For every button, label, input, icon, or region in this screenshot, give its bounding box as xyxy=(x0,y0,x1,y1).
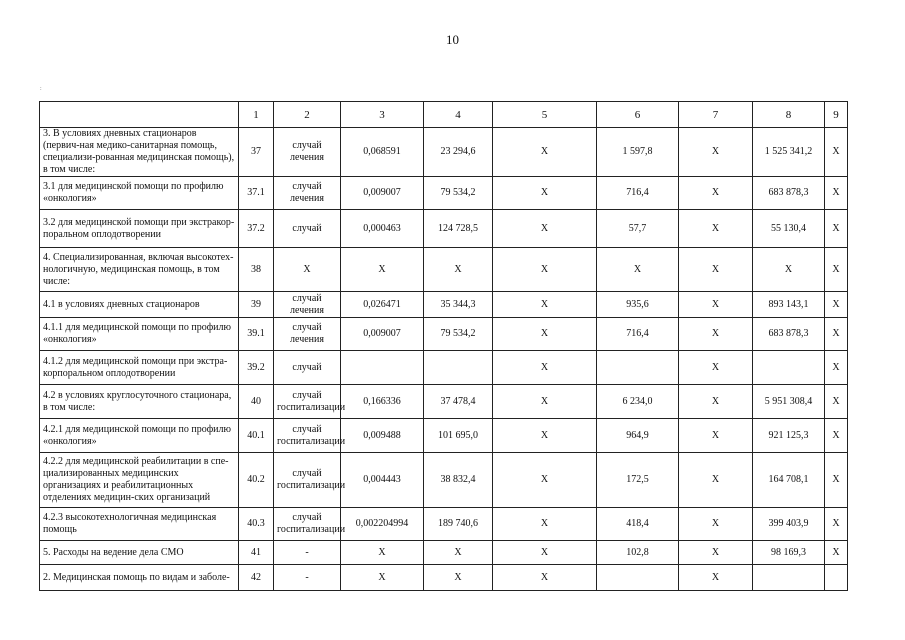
table-cell: 39 xyxy=(239,292,274,318)
row-label: 3. В условиях дневных стационаров (первич-ная медико-санитарная помощь, специализи-рованная медицинская помощь), в том числе: xyxy=(40,128,239,177)
table-row xyxy=(40,565,848,591)
table-cell: 102,8 xyxy=(597,541,679,565)
table-cell: 40 xyxy=(239,385,274,419)
table-cell: 0,004443 xyxy=(341,453,424,508)
table-cell: 0,009488 xyxy=(341,419,424,453)
table-cell: 57,7 xyxy=(597,210,679,248)
table-cell: - xyxy=(274,565,341,591)
table-row xyxy=(40,419,848,453)
table-cell xyxy=(753,351,825,385)
table-cell: X xyxy=(493,248,597,292)
table-cell: 79 534,2 xyxy=(424,177,493,210)
table-cell: X xyxy=(825,292,848,318)
table-cell: 40.3 xyxy=(239,508,274,541)
row-label: 4.1.2 для медицинской помощи при экстра-корпоральном оплодотворении xyxy=(40,351,239,385)
table-cell: случай лечения xyxy=(274,292,341,318)
table-cell: X xyxy=(825,128,848,177)
table-cell: случай лечения xyxy=(274,318,341,351)
table-row xyxy=(40,177,848,210)
table-cell: 0,009007 xyxy=(341,318,424,351)
table-cell: 964,9 xyxy=(597,419,679,453)
table-cell xyxy=(341,351,424,385)
table-cell: 23 294,6 xyxy=(424,128,493,177)
table-cell: X xyxy=(597,248,679,292)
table-cell: 0,000463 xyxy=(341,210,424,248)
row-label: 4.2.2 для медицинской реабилитации в спе-циализированных медицинских организациях и реабилитационных отделениях медицин-ских организаций xyxy=(40,453,239,508)
table-cell xyxy=(597,351,679,385)
table-cell: X xyxy=(424,541,493,565)
table-cell: X xyxy=(493,210,597,248)
table-cell: - xyxy=(274,541,341,565)
table-cell: случай госпитализации xyxy=(274,385,341,419)
table-cell: X xyxy=(493,177,597,210)
table-cell: 37 478,4 xyxy=(424,385,493,419)
table-cell: случай xyxy=(274,351,341,385)
table-cell: 0,068591 xyxy=(341,128,424,177)
table-cell xyxy=(825,565,848,591)
table-cell: X xyxy=(679,565,753,591)
table-cell xyxy=(424,351,493,385)
table-cell: 39.2 xyxy=(239,351,274,385)
table-cell: X xyxy=(679,385,753,419)
header-cell-5: 5 xyxy=(493,102,597,128)
row-label: 4.1.1 для медицинской помощи по профилю «онкология» xyxy=(40,318,239,351)
row-label: 4. Специализированная, включая высокотех-нологичную, медицинская помощь, в том числе: xyxy=(40,248,239,292)
header-cell-9: 9 xyxy=(825,102,848,128)
table-cell: 716,4 xyxy=(597,177,679,210)
header-cell-8: 8 xyxy=(753,102,825,128)
row-label: 4.2.3 высокотехнологичная медицинская помощь xyxy=(40,508,239,541)
table-cell: X xyxy=(424,248,493,292)
table-cell: 124 728,5 xyxy=(424,210,493,248)
table-cell: X xyxy=(679,177,753,210)
table-cell: X xyxy=(825,318,848,351)
table-cell: X xyxy=(493,318,597,351)
table-cell: X xyxy=(679,248,753,292)
table-cell: 35 344,3 xyxy=(424,292,493,318)
table-cell: 37 xyxy=(239,128,274,177)
table-row xyxy=(40,318,848,351)
table-cell: 172,5 xyxy=(597,453,679,508)
table-cell xyxy=(597,565,679,591)
table-cell: X xyxy=(679,453,753,508)
table-cell: 38 832,4 xyxy=(424,453,493,508)
table-row xyxy=(40,351,848,385)
table-cell: 683 878,3 xyxy=(753,177,825,210)
page-number: 10 xyxy=(446,32,459,47)
table-cell: X xyxy=(679,541,753,565)
table-cell: 41 xyxy=(239,541,274,565)
table-cell: 98 169,3 xyxy=(753,541,825,565)
table-cell: X xyxy=(679,351,753,385)
table-cell: 5 951 308,4 xyxy=(753,385,825,419)
header-cell-3: 3 xyxy=(341,102,424,128)
row-label: 2. Медицинская помощь по видам и заболе- xyxy=(40,565,239,591)
table-cell: X xyxy=(493,565,597,591)
table-cell: X xyxy=(341,248,424,292)
table-row xyxy=(40,292,848,318)
table-cell: случай госпитализации xyxy=(274,419,341,453)
table-cell: X xyxy=(679,419,753,453)
table-cell: 0,009007 xyxy=(341,177,424,210)
table-cell: X xyxy=(825,541,848,565)
table-cell: 0,026471 xyxy=(341,292,424,318)
table-cell: X xyxy=(679,128,753,177)
table-cell: 683 878,3 xyxy=(753,318,825,351)
table-cell: 42 xyxy=(239,565,274,591)
table-cell: X xyxy=(825,248,848,292)
table-cell: X xyxy=(679,318,753,351)
header-row xyxy=(40,102,848,128)
table-cell: 39.1 xyxy=(239,318,274,351)
table-row xyxy=(40,453,848,508)
row-label: 3.1 для медицинской помощи по профилю «онкология» xyxy=(40,177,239,210)
table-row xyxy=(40,541,848,565)
row-label: 5. Расходы на ведение дела СМО xyxy=(40,541,239,565)
header-cell-6: 6 xyxy=(597,102,679,128)
table-cell: 37.1 xyxy=(239,177,274,210)
header-cell-1: 1 xyxy=(239,102,274,128)
table-cell: 893 143,1 xyxy=(753,292,825,318)
row-label: 4.2 в условиях круглосуточного стационара, в том числе: xyxy=(40,385,239,419)
corner-mark: : xyxy=(40,86,42,92)
table-cell xyxy=(753,565,825,591)
table-cell: X xyxy=(493,419,597,453)
header-cell-4: 4 xyxy=(424,102,493,128)
table-cell: X xyxy=(493,128,597,177)
table-cell: 101 695,0 xyxy=(424,419,493,453)
table-cell: случай госпитализации xyxy=(274,508,341,541)
table-cell: X xyxy=(493,385,597,419)
table-cell: 1 525 341,2 xyxy=(753,128,825,177)
table-cell: 0,002204994 xyxy=(341,508,424,541)
row-label: 4.2.1 для медицинской помощи по профилю «онкология» xyxy=(40,419,239,453)
table-cell: X xyxy=(825,385,848,419)
table-cell: 1 597,8 xyxy=(597,128,679,177)
table-cell: случай xyxy=(274,210,341,248)
table-cell: X xyxy=(424,565,493,591)
table-cell: 40.2 xyxy=(239,453,274,508)
table-cell: X xyxy=(825,453,848,508)
table-cell: 55 130,4 xyxy=(753,210,825,248)
header-cell-7: 7 xyxy=(679,102,753,128)
table-row xyxy=(40,128,848,177)
data-table xyxy=(39,101,848,591)
header-cell-0 xyxy=(40,102,239,128)
table-cell: X xyxy=(679,210,753,248)
table-cell: 921 125,3 xyxy=(753,419,825,453)
table-cell: X xyxy=(493,351,597,385)
table-cell: X xyxy=(825,351,848,385)
table-row xyxy=(40,385,848,419)
table-cell: X xyxy=(493,508,597,541)
table-cell: X xyxy=(341,541,424,565)
table-cell: X xyxy=(679,292,753,318)
table-cell: X xyxy=(274,248,341,292)
table-cell: X xyxy=(341,565,424,591)
table-cell: X xyxy=(825,177,848,210)
table-cell: случай лечения xyxy=(274,177,341,210)
table-row xyxy=(40,508,848,541)
table-cell: 79 534,2 xyxy=(424,318,493,351)
table-cell: 935,6 xyxy=(597,292,679,318)
table-cell: 418,4 xyxy=(597,508,679,541)
table-cell: X xyxy=(493,541,597,565)
table-cell: X xyxy=(753,248,825,292)
table-cell: 189 740,6 xyxy=(424,508,493,541)
table-cell: 0,166336 xyxy=(341,385,424,419)
table-cell: X xyxy=(679,508,753,541)
table-cell: 6 234,0 xyxy=(597,385,679,419)
table-cell: X xyxy=(825,419,848,453)
table-cell: 164 708,1 xyxy=(753,453,825,508)
table-cell: случай госпитализации xyxy=(274,453,341,508)
table-cell: 716,4 xyxy=(597,318,679,351)
table-row xyxy=(40,210,848,248)
row-label: 3.2 для медицинской помощи при экстракор-поральном оплодотворении xyxy=(40,210,239,248)
row-label: 4.1 в условиях дневных стационаров xyxy=(40,292,239,318)
table-cell: 399 403,9 xyxy=(753,508,825,541)
header-cell-2: 2 xyxy=(274,102,341,128)
table-cell: 37.2 xyxy=(239,210,274,248)
table-cell: 40.1 xyxy=(239,419,274,453)
table-cell: X xyxy=(825,508,848,541)
table-cell: X xyxy=(825,210,848,248)
table-cell: X xyxy=(493,292,597,318)
table-cell: случай лечения xyxy=(274,128,341,177)
table-row xyxy=(40,248,848,292)
table-cell: 38 xyxy=(239,248,274,292)
table-cell: X xyxy=(493,453,597,508)
